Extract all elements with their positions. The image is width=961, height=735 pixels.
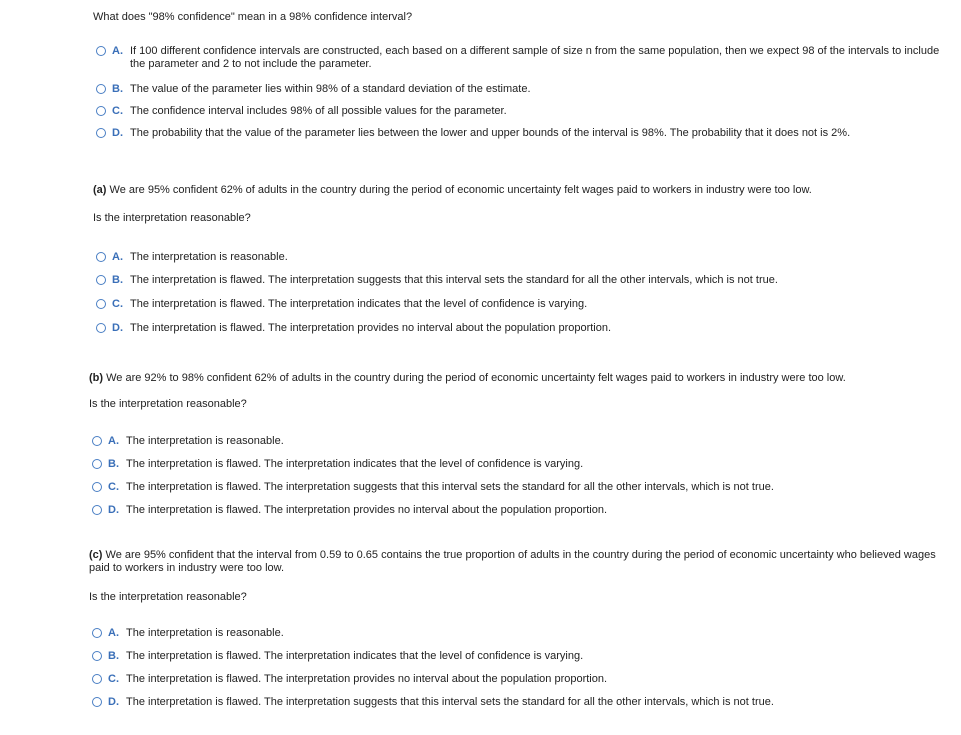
radio-button[interactable]	[92, 505, 102, 515]
radio-button[interactable]	[92, 436, 102, 446]
radio-button[interactable]	[96, 84, 106, 94]
option-letter: D.	[108, 504, 119, 516]
option-text: The interpretation is flawed. The interpretation provides no interval about the population proportion.	[126, 673, 608, 685]
option-letter: D.	[112, 322, 123, 334]
option-letter: B.	[112, 274, 123, 286]
radio-button[interactable]	[92, 459, 102, 469]
qb-option-d[interactable]	[92, 504, 942, 517]
option-text: The interpretation is flawed. The interpretation suggests that this interval sets the standard for all the other intervals, which is not true.	[130, 274, 778, 286]
option-text: If 100 different confidence intervals are constructed, each based on a different sample of size n from the same population, then we expect 98 of the intervals to include the parameter and 2 to not include the parameter.	[130, 45, 940, 70]
question-c-prompt: Is the interpretation reasonable?	[89, 591, 247, 603]
option-letter: B.	[112, 83, 123, 95]
option-text: The interpretation is flawed. The interpretation indicates that the level of confidence is varying.	[130, 298, 588, 310]
option-letter: A.	[112, 251, 123, 263]
radio-button[interactable]	[96, 128, 106, 138]
question-a-prompt: Is the interpretation reasonable?	[93, 212, 251, 224]
radio-button[interactable]	[96, 46, 106, 56]
option-letter: B.	[108, 458, 119, 470]
qa-option-a[interactable]	[96, 251, 941, 264]
qb-option-a[interactable]	[92, 435, 942, 448]
option-letter: A.	[108, 435, 119, 447]
question-prompt: What does "98% confidence" mean in a 98% confidence interval?	[93, 11, 413, 23]
option-text: The interpretation is flawed. The interpretation suggests that this interval sets the standard for all the other intervals, which is not true.	[126, 481, 774, 493]
radio-button[interactable]	[92, 674, 102, 684]
option-text: The interpretation is flawed. The interpretation suggests that this interval sets the standard for all the other intervals, which is not true.	[126, 696, 774, 708]
qb-option-c[interactable]	[92, 481, 942, 494]
option-text: The confidence interval includes 98% of all possible values for the parameter.	[130, 105, 507, 117]
option-text: The interpretation is flawed. The interpretation indicates that the level of confidence is varying.	[126, 650, 584, 662]
option-letter: D.	[112, 127, 123, 139]
option-text: The interpretation is reasonable.	[130, 251, 288, 263]
option-text: The interpretation is flawed. The interpretation provides no interval about the population proportion.	[126, 504, 608, 516]
statement-text: We are 92% to 98% confident 62% of adults in the country during the period of economic uncertainty felt wages paid to workers in industry were too low.	[103, 372, 846, 384]
option-letter: A.	[112, 45, 123, 57]
part-label: (a)	[93, 184, 107, 196]
radio-button[interactable]	[96, 252, 106, 262]
option-text: The probability that the value of the parameter lies between the lower and upper bounds of the interval is 98%. The probability that it does not is 2%.	[130, 127, 851, 139]
option-text: The value of the parameter lies within 98% of a standard deviation of the estimate.	[130, 83, 531, 95]
radio-button[interactable]	[96, 323, 106, 333]
radio-button[interactable]	[96, 275, 106, 285]
option-letter: C.	[108, 673, 119, 685]
radio-button[interactable]	[92, 697, 102, 707]
question-c-statement	[89, 549, 939, 575]
option-text: The interpretation is flawed. The interpretation indicates that the level of confidence is varying.	[126, 458, 584, 470]
option-text: The interpretation is reasonable.	[126, 627, 284, 639]
q0-option-b[interactable]	[96, 83, 941, 96]
option-letter: B.	[108, 650, 119, 662]
option-letter: D.	[108, 696, 119, 708]
radio-button[interactable]	[96, 299, 106, 309]
question-b-statement	[89, 372, 949, 385]
option-letter: A.	[108, 627, 119, 639]
radio-button[interactable]	[96, 106, 106, 116]
qc-option-b[interactable]	[92, 650, 942, 663]
option-letter: C.	[108, 481, 119, 493]
qa-option-b[interactable]	[96, 274, 941, 287]
qc-option-a[interactable]	[92, 627, 942, 640]
part-label: (b)	[89, 372, 104, 384]
option-text: The interpretation is reasonable.	[126, 435, 284, 447]
qb-option-b[interactable]	[92, 458, 942, 471]
qc-option-d[interactable]	[92, 696, 942, 709]
question-b-prompt: Is the interpretation reasonable?	[89, 398, 247, 410]
qa-option-d[interactable]	[96, 322, 941, 335]
statement-text: We are 95% confident 62% of adults in the country during the period of economic uncertainty felt wages paid to workers in industry were too low.	[106, 184, 812, 196]
radio-button[interactable]	[92, 651, 102, 661]
qa-option-c[interactable]	[96, 298, 941, 311]
q0-option-c[interactable]	[96, 105, 941, 118]
option-letter: C.	[112, 105, 123, 117]
qc-option-c[interactable]	[92, 673, 942, 686]
statement-text: We are 95% confident that the interval from 0.59 to 0.65 contains the true proportion of adults in the country during the period of economic uncertainty who believed wages paid to workers in industry were too low.	[89, 549, 936, 574]
radio-button[interactable]	[92, 482, 102, 492]
option-letter: C.	[112, 298, 123, 310]
q0-option-d[interactable]	[96, 127, 941, 140]
question-a-statement	[93, 184, 943, 197]
radio-button[interactable]	[92, 628, 102, 638]
option-text: The interpretation is flawed. The interpretation provides no interval about the population proportion.	[130, 322, 612, 334]
part-label: (c)	[89, 549, 103, 561]
q0-option-a[interactable]	[96, 45, 941, 71]
